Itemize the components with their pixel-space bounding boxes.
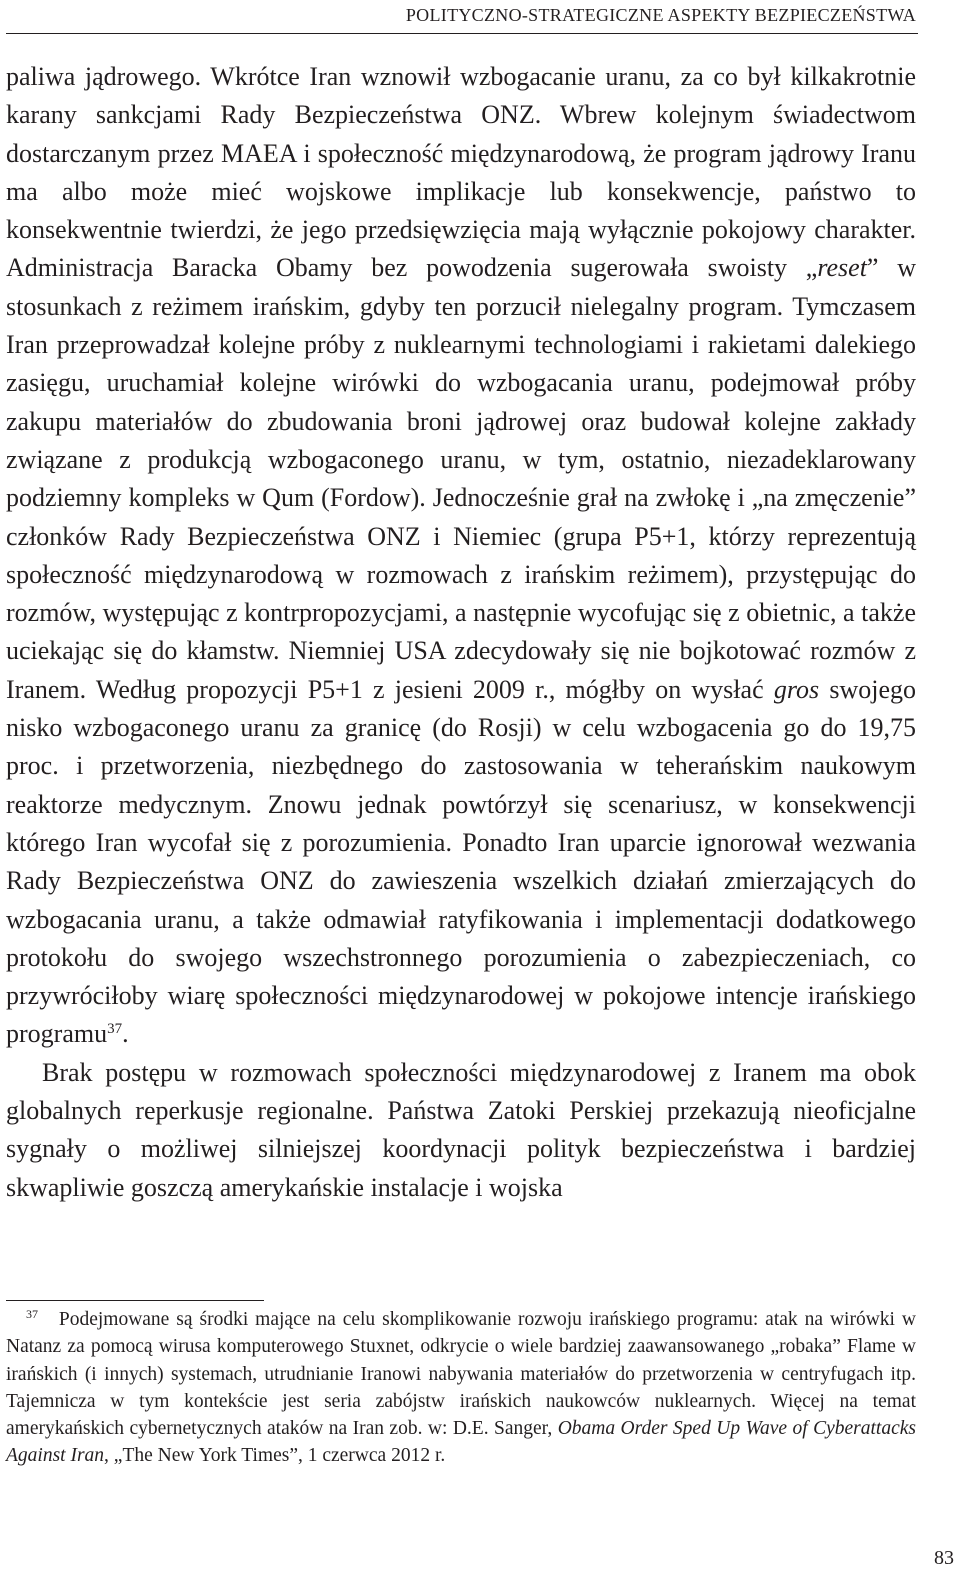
- footnote-text-part-2: , „The New York Times”, 1 czerwca 2012 r.: [104, 1445, 446, 1467]
- reset-term: reset: [817, 253, 867, 283]
- running-head: POLITYCZNO-STRATEGICZNE ASPEKTY BEZPIECZEŃSTWA: [405, 5, 916, 25]
- header-rule: [6, 33, 918, 34]
- paragraph-1-end: .: [122, 1019, 129, 1049]
- footnote-text-part-1: Podejmowane są środki mające na celu skomplikowanie rozwoju irańskiego programu: atak na wirówki w Natanz za pomocą wirusa komputerowego Stuxnet, odkrycie o wiele bardziej zaawansowanego „robaka” Flame w irańskich (i innych) systemach, utrudnianie Iranowi nabywania materiałów do przetworzenia w centryfugach itp. Tajemnicza w tym kontekście jest seria zabójstw irańskich naukowców nuklearnych. Więcej na temat amerykańskich cybernetycznych ataków na Iran zob. w: D.E. Sanger,: [6, 1309, 916, 1440]
- footnote-spacer: [38, 1309, 59, 1330]
- footnote-article-title: Obama Order Sped Up Wave of Cyberattacks Against Iran: [6, 1418, 916, 1467]
- paragraph-1: [6, 58, 916, 1054]
- paragraph-2: Brak postępu w rozmowach społeczności międzynarodowej z Iranem ma obok globalnych reperkusje regionalne. Państwa Zatoki Perskiej przekazują nieoficjalne sygnały o możliwej silniejszej koordynacji polityk bezpieczeństwa i bardziej skwapliwie goszczą amerykańskie instalacje i wojska: [6, 1057, 916, 1202]
- footnote-number: 37: [26, 1307, 38, 1321]
- footnote: [6, 1306, 916, 1470]
- paragraph-1-part-2: ” w stosunkach z reżimem irańskim, gdyby ten porzucił nielegalny program. Tymczasem Iran przeprowadzał kolejne próby z nuklearnymi technologiami i rakietami dalekiego zasięgu, uruchamiał kolejne wirówki do wzbogacania uranu, podejmował próby zakupu materiałów do zbudowania broni jądrowej oraz budował kolejne zakłady związane z produkcją wzbogaconego uranu, w tym, ostatnio, niezadeklarowany podziemny kompleks w Qum (Fordow). Jednocześnie grał na zwłokę i „na zmęczenie” członków Rady Bezpieczeństwa ONZ i Niemiec (grupa P5+1, którzy reprezentują społeczność międzynarodową w rozmowach z irańskim reżimem), przystępując do rozmów, występując z kontrpropozycjami, a następnie wycofując się z obietnic, a także uciekając się do kłamstw. Niemniej USA zdecydowały się nie bojkotować rozmów z Iranem. Według propozycji P5+1 z jesieni 2009 r., mógłby on wysłać: [6, 253, 916, 704]
- main-text: [6, 58, 916, 1207]
- footnote-rule: [6, 1300, 264, 1301]
- page-number: 83: [934, 1547, 954, 1569]
- paragraph-1-part-3: swojego nisko wzbogaconego uranu za granicę (do Rosji) w celu wzbogacenia go do 19,75 proc. i przetworzenia, niezbędnego do zastosowania w teherańskim naukowym reaktorze medycznym. Znowu jednak powtórzył się scenariusz, w konsekwencji którego Iran wycofał się z porozumienia. Ponadto Iran uparcie ignorował wezwania Rady Bezpieczeństwa ONZ do zawieszenia wszelkich działań zmierzających do wzbogacania uranu, a także odmawiał ratyfikowania i implementacji dodatkowego protokołu do swojego wszechstronnego porozumienia o zabezpieczeniach, co przywróciłoby wiarę społeczności międzynarodowej w pokojowe intencje irańskiego programu: [6, 674, 916, 1049]
- gros-term: gros: [773, 674, 820, 704]
- paragraph-1-part-1: paliwa jądrowego. Wkrótce Iran wznowił wzbogacanie uranu, za co był kilkakrotnie karany sankcjami Rady Bezpieczeństwa ONZ. Wbrew kolejnym świadectwom dostarczanym przez MAEA i społeczność międzynarodową, że program jądrowy Iranu ma albo może mieć wojskowe implikacje lub konsekwencje, państwo to konsekwentnie twierdzi, że jego przedsięwzięcia mają wyłącznie pokojowy charakter. Administracja Baracka Obamy bez powodzenia sugerowała swoisty „: [6, 62, 916, 283]
- footnote-reference[interactable]: 37: [107, 1021, 123, 1038]
